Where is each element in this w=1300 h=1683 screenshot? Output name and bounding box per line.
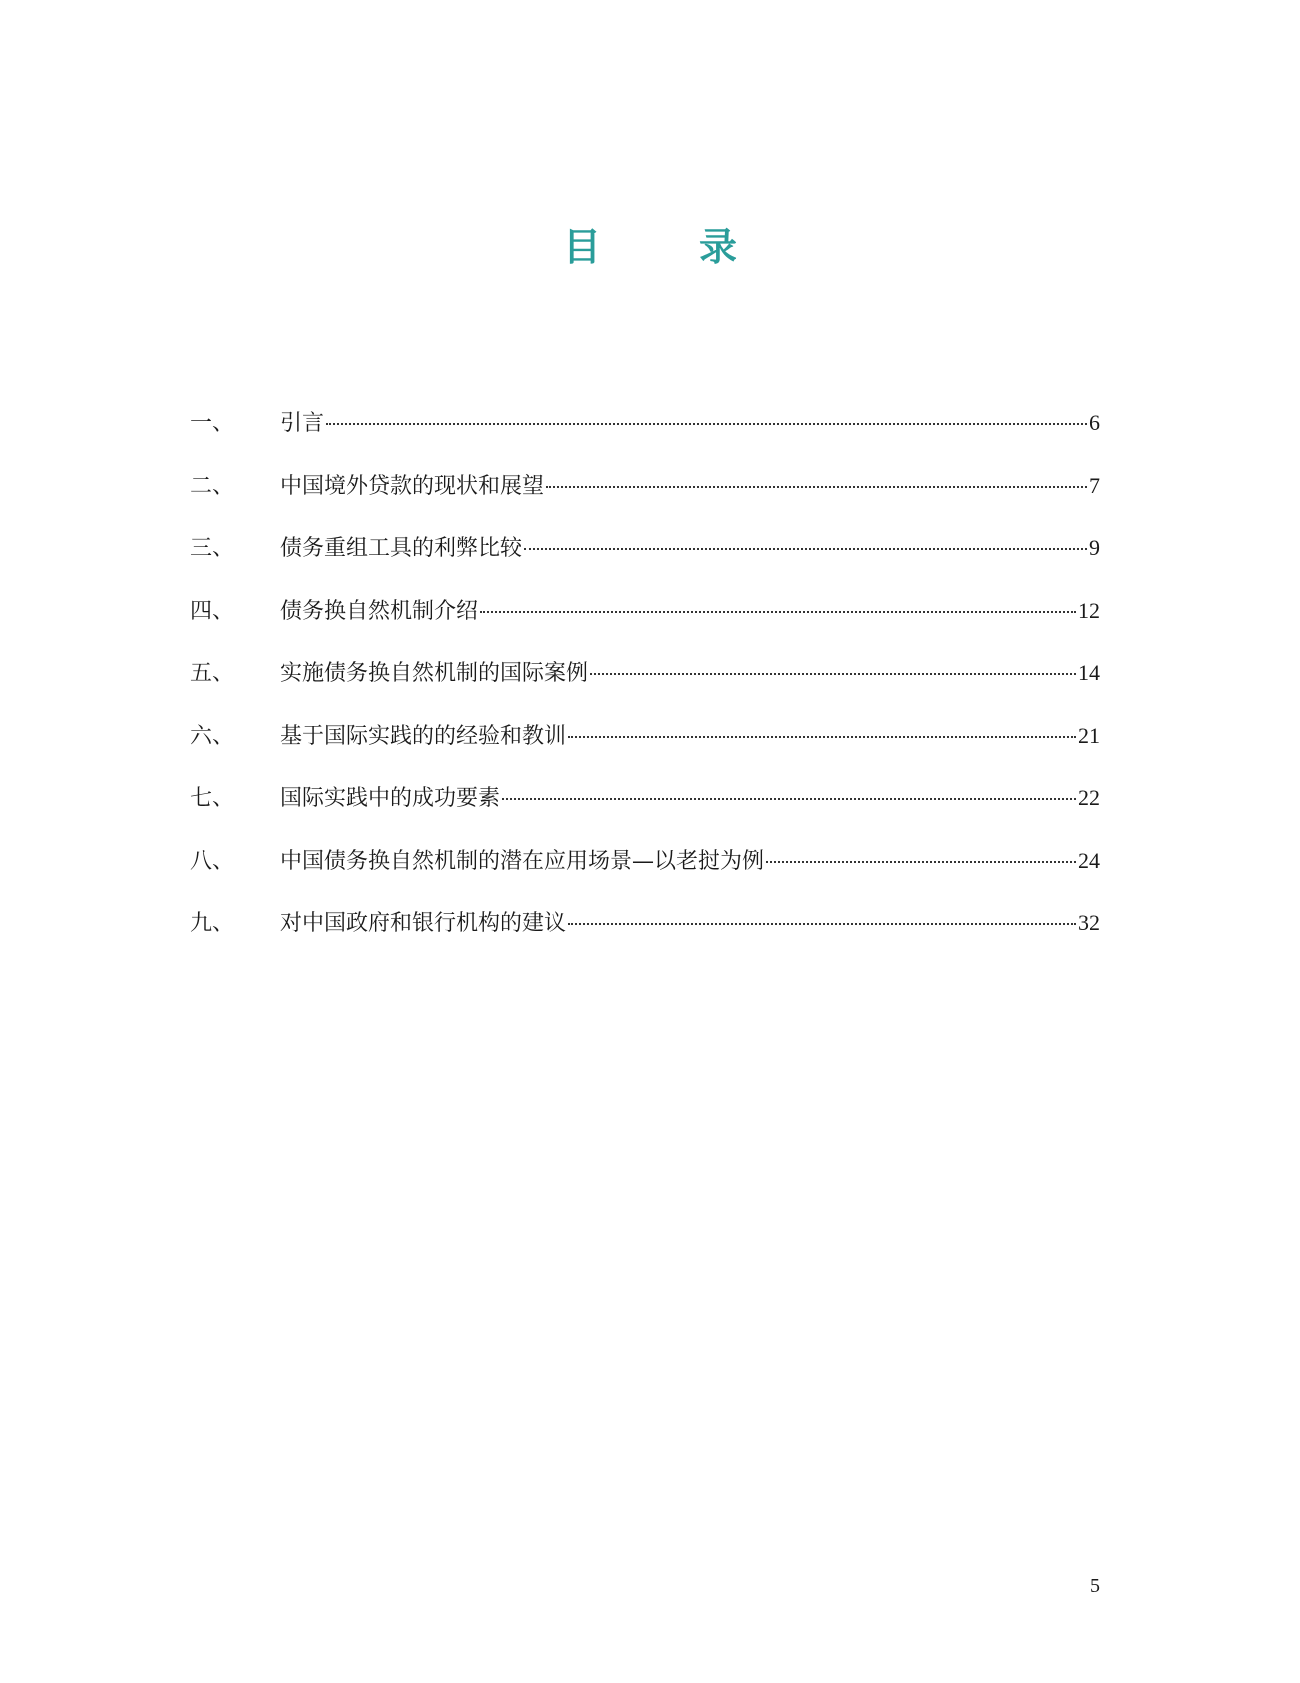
toc-entry-page: 12 (1078, 597, 1100, 623)
toc-entry-label: 国际实践中的成功要素 (280, 786, 501, 811)
toc-dot-leader (568, 923, 1076, 925)
toc-entry-label: 债务重组工具的利弊比较 (280, 536, 523, 561)
toc-entry-page: 24 (1078, 847, 1100, 873)
toc-entry-1[interactable] (190, 408, 1100, 471)
toc-list (190, 408, 1100, 971)
toc-dot-leader (524, 548, 1087, 550)
toc-entry-page: 21 (1078, 722, 1100, 748)
toc-dot-leader (766, 861, 1076, 863)
toc-entry-label: 引言 (280, 411, 325, 436)
toc-dot-leader (546, 486, 1087, 488)
toc-entry-4[interactable] (190, 596, 1100, 659)
toc-entry-page: 14 (1078, 660, 1100, 685)
toc-entry-number: 三、 (190, 536, 235, 561)
toc-dot-leader (590, 673, 1076, 675)
toc-entry-number: 九、 (190, 911, 235, 936)
toc-entry-2[interactable] (190, 471, 1100, 534)
toc-entry-number: 五、 (190, 661, 235, 686)
toc-entry-8[interactable] (190, 846, 1100, 909)
toc-entry-label: 实施债务换自然机制的国际案例 (280, 661, 589, 686)
toc-entry-label: 债务换自然机制介绍 (280, 598, 479, 624)
toc-dot-leader (502, 798, 1076, 800)
toc-entry-6[interactable] (190, 721, 1100, 784)
toc-entry-label: 对中国政府和银行机构的建议 (280, 911, 567, 936)
toc-entry-number: 七、 (190, 786, 235, 811)
toc-dot-leader (480, 611, 1076, 613)
toc-entry-label: 中国境外贷款的现状和展望 (280, 473, 545, 499)
toc-title: 目 录 (562, 225, 767, 269)
toc-entry-label: 基于国际实践的的经验和教训 (280, 723, 567, 749)
toc-dot-leader (326, 423, 1087, 425)
toc-entry-7[interactable] (190, 783, 1100, 846)
toc-dot-leader (568, 736, 1076, 738)
toc-entry-page: 22 (1078, 785, 1100, 810)
toc-entry-3[interactable] (190, 533, 1100, 596)
toc-entry-5[interactable] (190, 658, 1100, 721)
page-number: 5 (1090, 1575, 1100, 1597)
toc-entry-number: 四、 (190, 598, 235, 624)
toc-entry-label: 中国债务换自然机制的潜在应用场景—以老挝为例 (280, 848, 765, 874)
toc-entry-page: 9 (1089, 535, 1100, 560)
toc-entry-page: 6 (1089, 410, 1100, 435)
toc-entry-number: 一、 (190, 411, 235, 436)
toc-entry-page: 7 (1089, 472, 1100, 498)
toc-entry-page: 32 (1078, 910, 1100, 935)
toc-entry-9[interactable] (190, 908, 1100, 971)
toc-entry-number: 六、 (190, 723, 235, 749)
toc-entry-number: 八、 (190, 848, 235, 874)
toc-entry-number: 二、 (190, 473, 235, 499)
